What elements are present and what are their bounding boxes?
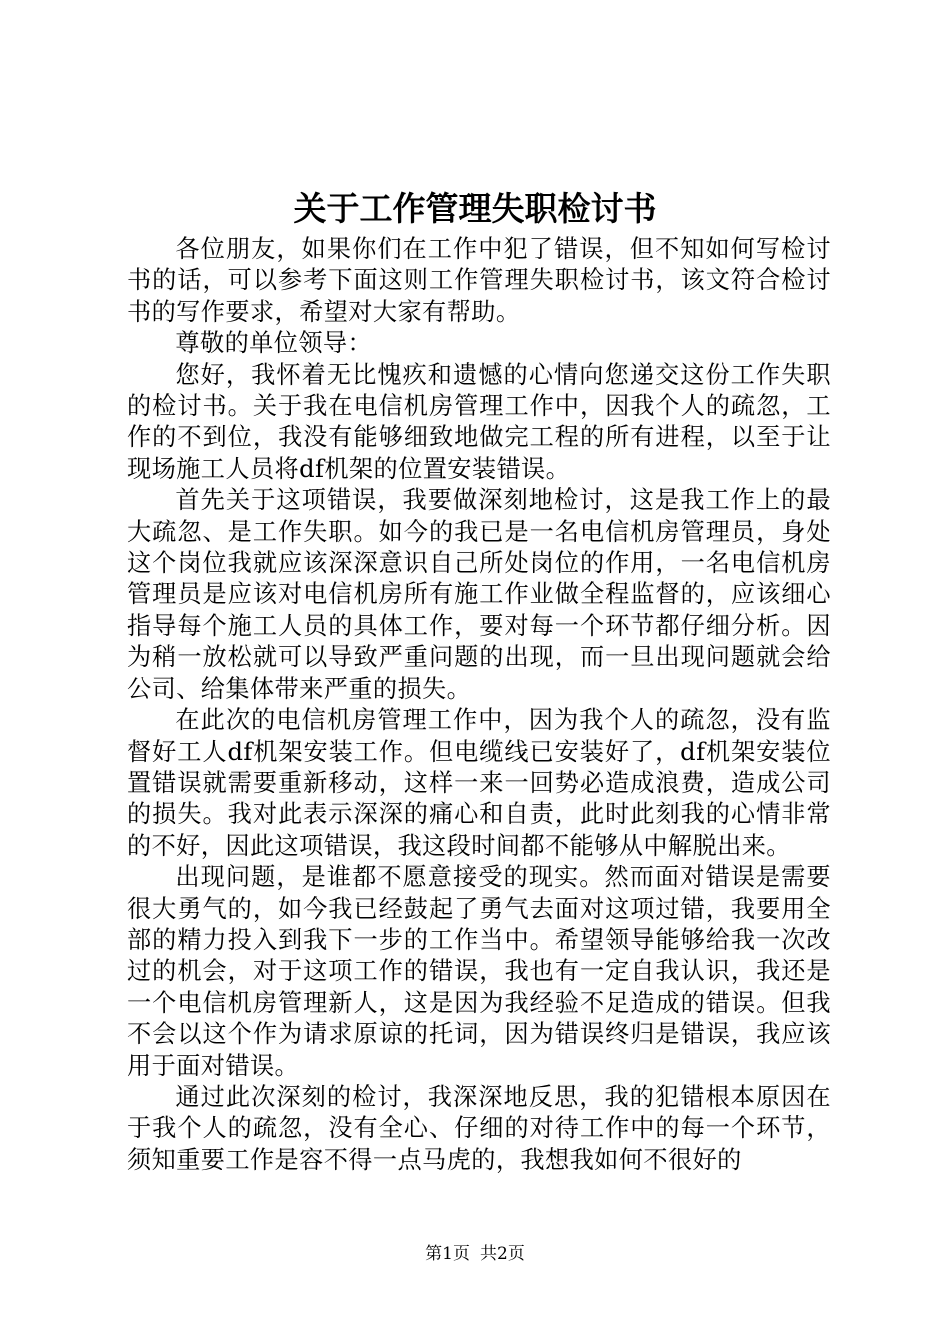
salutation-paragraph: 尊敬的单位领导： <box>175 329 373 358</box>
conclusion-paragraph: 通过此次深刻的检讨，我深深地反思，我的犯错根本原因在于我个人的疏忽，没有全心、仔细的对待工作中的每一个环节，须知重要工作是容不得一点马虎的，我想我如何不很好的 <box>127 1082 831 1174</box>
document-title: 关于工作管理失职检讨书 <box>293 189 657 228</box>
resolution-paragraph: 出现问题，是谁都不愿意接受的现实。然而面对错误是需要很大勇气的，如今我已经鼓起了勇气去面对这项过错，我要用全部的精力投入到我下一步的工作当中。希望领导能够给我一次改过的机会，对于这项工作的错误，我也有一定自我认识，我还是一个电信机房管理新人，这是因为我经验不足造成的错误。但我不会以这个作为请求原谅的托词，因为错误终归是错误，我应该用于面对错误。 <box>127 863 831 1080</box>
page-number-current: 第1页 <box>425 1244 470 1264</box>
greeting-intro-paragraph: 各位朋友，如果你们在工作中犯了错误，但不知如何写检讨书的话，可以参考下面这则工作管理失职检讨书，该文符合检讨书的写作要求，希望对大家有帮助。 <box>127 235 831 326</box>
document-body <box>127 234 831 1176</box>
page-footer <box>0 1242 950 1266</box>
page-number-total: 共2页 <box>480 1244 525 1264</box>
reflection-paragraph: 首先关于这项错误，我要做深刻地检讨，这是我工作上的最大疏忽、是工作失职。如今的我已是一名电信机房管理员，身处这个岗位我就应该深深意识自己所处岗位的作用，一名电信机房管理员是应该对电信机房所有施工作业做全程监督的，应该细心指导每个施工人员的具体工作，要对每一个环节都仔细分析。因为稍一放松就可以导致严重问题的出现，而一旦出现问题就会给公司、给集体带来严重的损失。 <box>127 486 831 703</box>
opening-paragraph: 您好，我怀着无比愧疚和遗憾的心情向您递交这份工作失职的检讨书。关于我在电信机房管理工作中，因我个人的疏忽，工作的不到位，我没有能够细致地做完工程的所有进程，以至于让现场施工人员将df机架的位置安装错误。 <box>127 360 831 483</box>
incident-paragraph: 在此次的电信机房管理工作中，因为我个人的疏忽，没有监督好工人df机架安装工作。但电缆线已安装好了，df机架安装位置错误就需要重新移动，这样一来一回势必造成浪费，造成公司的损失。我对此表示深深的痛心和自责，此时此刻我的心情非常的不好，因此这项错误，我这段时间都不能够从中解脱出来。 <box>127 706 831 860</box>
